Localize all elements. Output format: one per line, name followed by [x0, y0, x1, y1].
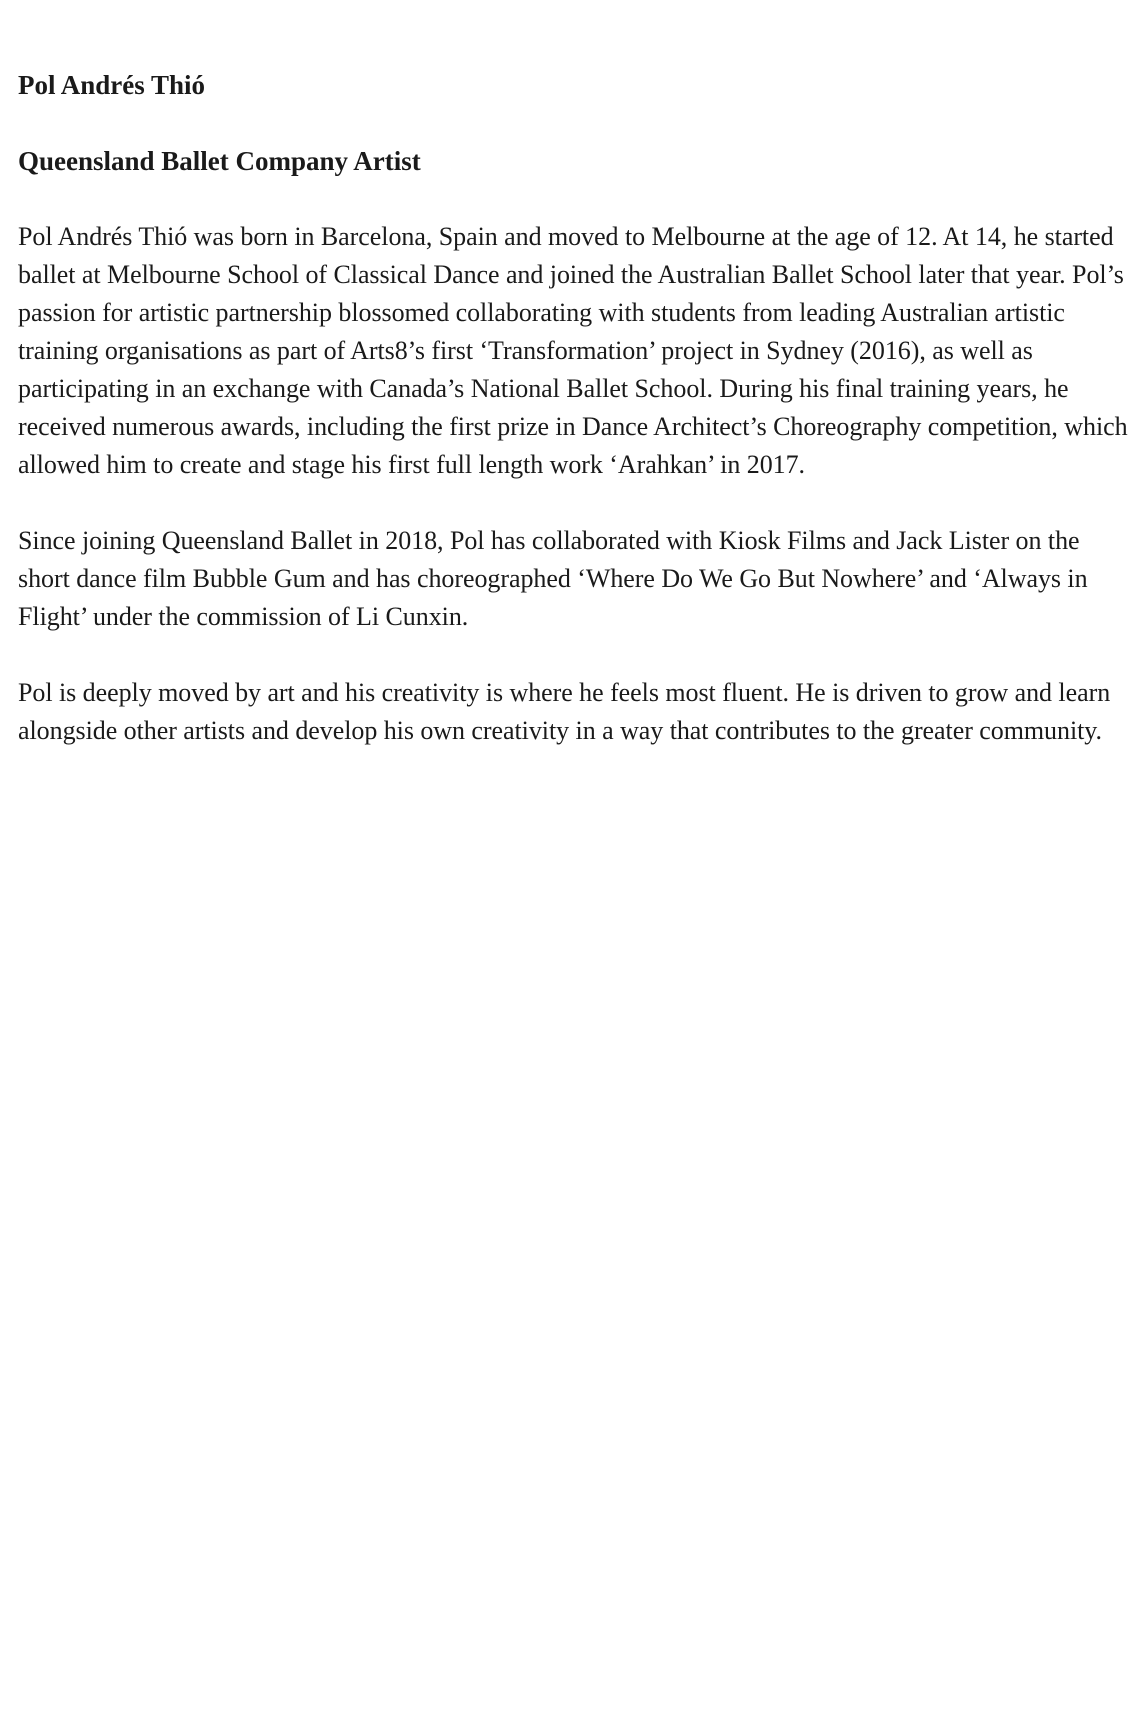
artist-role: Queensland Ballet Company Artist: [18, 146, 421, 176]
bio-paragraph-early-training: Pol Andrés Thió was born in Barcelona, Spain and moved to Melbourne at the age of 12. At 14, he started ballet at Melbourne School of Classical Dance and joined the Australian Ballet School later that year. Pol’s passion for artistic partnership blossomed collaborating with students from leading Australian artistic training organisations as part of Arts8’s first ‘Transformation’ project in Sydney (2016), as well as participating in an exchange with Canada’s National Ballet School. During his final training years, he received numerous awards, including the first prize in Dance Architect’s Choreography competition, which allowed him to create and stage his first full length work ‘Arahkan’ in 2017.: [18, 222, 1128, 479]
artist-name: Pol Andrés Thió: [18, 70, 206, 100]
bio-paragraph-creativity: Pol is deeply moved by art and his creativity is where he feels most fluent. He is driven to grow and learn alongside other artists and develop his own creativity in a way that contributes to the greater community.: [18, 678, 1111, 745]
artist-bio: [18, 66, 1128, 788]
bio-paragraph-queensland-ballet: Since joining Queensland Ballet in 2018, Pol has collaborated with Kiosk Films and Jack Lister on the short dance film Bubble Gum and has choreographed ‘Where Do We Go But Nowhere’ and ‘Always in Flight’ under the commission of Li Cunxin.: [18, 526, 1088, 631]
